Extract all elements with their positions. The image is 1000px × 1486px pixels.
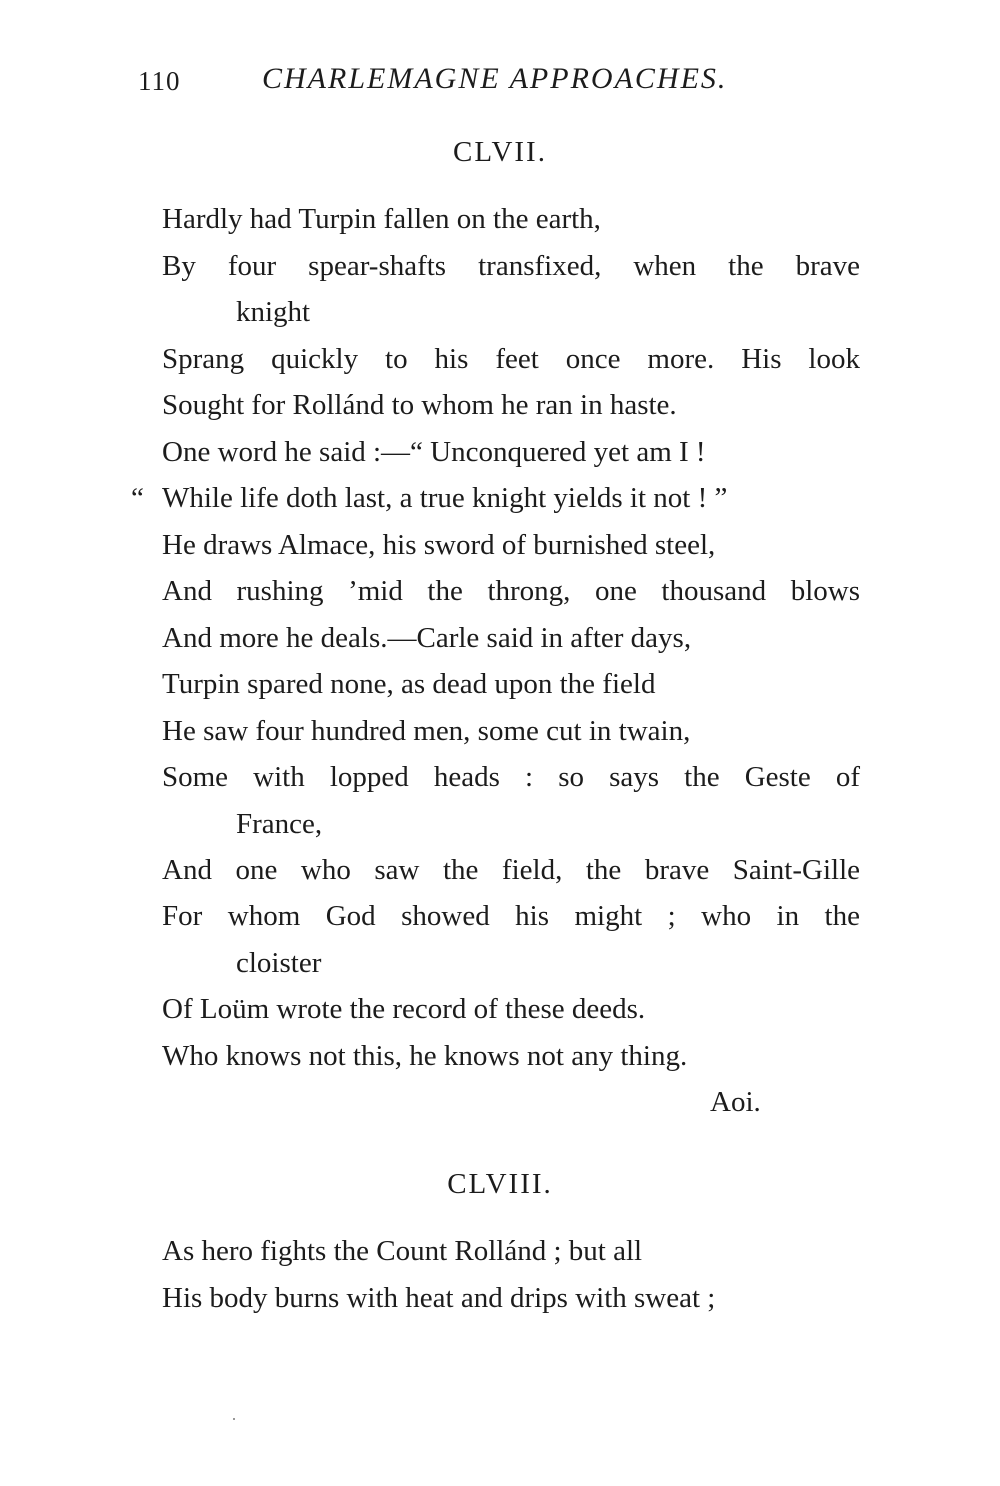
verse-line: He draws Almace, his sword of burnished steel, [162, 529, 716, 561]
verse-line: And one who saw the field, the brave Saint-Gille [162, 854, 860, 886]
verse-line-continuation: cloister [236, 947, 322, 979]
section-heading-clvii: CLVII. [453, 136, 547, 168]
verse-line: Some with lopped heads : so says the Geste of [162, 761, 860, 793]
refrain-aoi: Aoi. [710, 1086, 761, 1118]
verse-line: Sprang quickly to his feet once more. His look [162, 343, 860, 375]
section-heading-clviii: CLVIII. [447, 1168, 553, 1200]
verse-line: As hero fights the Count Rollánd ; but all [162, 1235, 643, 1267]
verse-line: For whom God showed his might ; who in the [162, 900, 860, 932]
verse-line: By four spear-shafts transfixed, when the brave [162, 250, 860, 282]
verse-line: While life doth last, a true knight yields it not ! ” [162, 482, 728, 514]
verse-line: Sought for Rollánd to whom he ran in haste. [162, 389, 677, 421]
running-head: CHARLEMAGNE APPROACHES. [262, 62, 728, 95]
opening-quote-mark: “ [131, 482, 144, 514]
verse-line: One word he said :—“ Unconquered yet am I ! [162, 436, 706, 468]
verse-line-continuation: knight [236, 296, 311, 328]
verse-line: And rushing ’mid the throng, one thousand blows [162, 575, 860, 607]
verse-line: Of Loüm wrote the record of these deeds. [162, 993, 646, 1025]
page-number: 110 [138, 66, 181, 96]
verse-line: His body burns with heat and drips with sweat ; [162, 1282, 716, 1314]
verse-line: Who knows not this, he knows not any thing. [162, 1040, 688, 1072]
verse-line: He saw four hundred men, some cut in twain, [162, 715, 691, 747]
verse-line-continuation: France, [236, 808, 323, 840]
paper-speck [233, 1418, 235, 1420]
verse-line: Turpin spared none, as dead upon the field [162, 668, 656, 700]
page-header [0, 62, 1000, 102]
verse-line: Hardly had Turpin fallen on the earth, [162, 203, 601, 235]
verse-line: And more he deals.—Carle said in after days, [162, 622, 692, 654]
